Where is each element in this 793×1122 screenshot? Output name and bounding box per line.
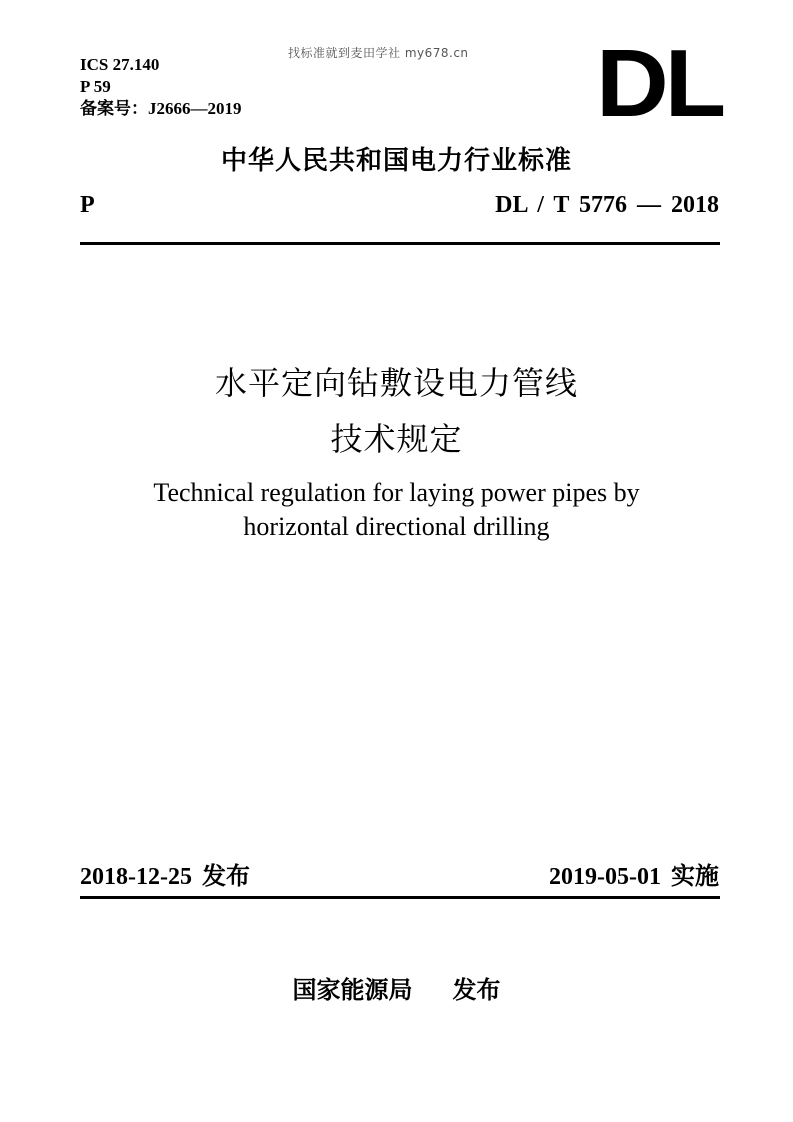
implement-date-block bbox=[549, 856, 719, 891]
issue-date: 2018-12-25 bbox=[80, 864, 192, 890]
implement-label: 实施 bbox=[671, 862, 719, 890]
issuer-action: 发布 bbox=[452, 976, 501, 1004]
classification-code: P bbox=[80, 192, 95, 218]
bottom-divider bbox=[80, 896, 720, 899]
issue-label: 发布 bbox=[201, 862, 250, 890]
top-divider bbox=[80, 242, 720, 245]
metadata-block bbox=[80, 54, 242, 120]
dl-logo: DL bbox=[596, 30, 722, 137]
issuer-block bbox=[0, 970, 793, 1005]
english-title-line-2: horizontal directional drilling bbox=[243, 512, 550, 541]
chinese-title-line-1: 水平定向钻敷设电力管线 bbox=[214, 364, 578, 402]
watermark-text: 找标准就到麦田学社 my678.cn bbox=[288, 46, 469, 60]
issuer-name: 国家能源局 bbox=[292, 976, 413, 1004]
english-title-line-1: Technical regulation for laying power pipes by bbox=[153, 478, 640, 507]
implement-date: 2019-05-01 bbox=[549, 864, 661, 890]
record-number: 备案号：J2666—2019 bbox=[80, 99, 242, 118]
chinese-title-line-2: 技术规定 bbox=[330, 420, 463, 458]
standard-number: DL / T 5776 — 2018 bbox=[495, 192, 719, 218]
issue-date-block bbox=[80, 856, 250, 891]
ics-code: ICS 27.140 bbox=[80, 55, 160, 74]
standard-category-title: 中华人民共和国电力行业标准 bbox=[220, 146, 572, 176]
ccs-code: P 59 bbox=[80, 77, 111, 96]
